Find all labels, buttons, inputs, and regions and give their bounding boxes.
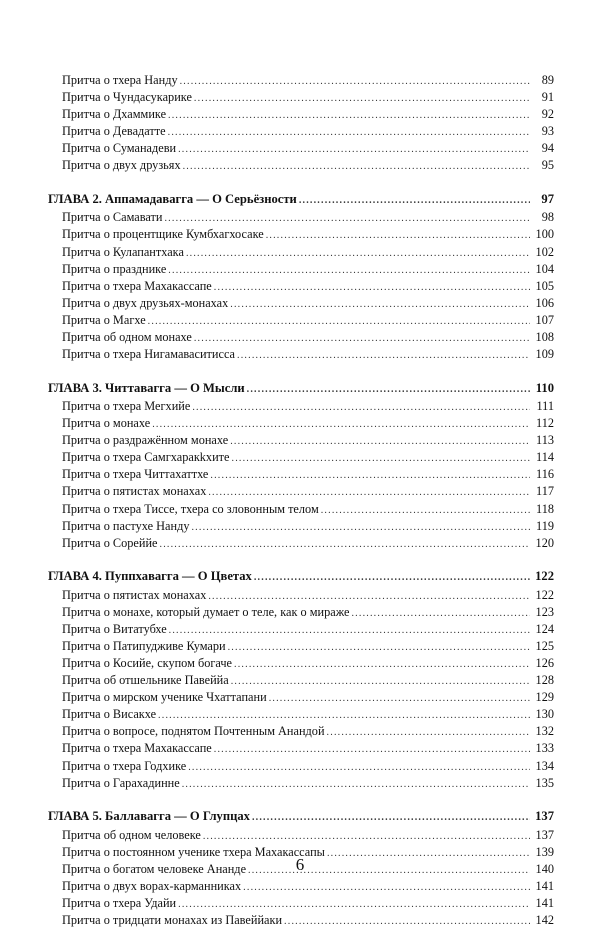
- toc-section: [48, 190, 554, 363]
- chapter-heading: [48, 190, 554, 210]
- toc-entry: [48, 398, 554, 415]
- toc-entry: [48, 483, 554, 500]
- entry-page-number: 92: [541, 107, 554, 122]
- dot-leader: [168, 262, 530, 279]
- table-of-contents: [48, 72, 554, 944]
- entry-page-number: 140: [535, 861, 554, 876]
- entry-title: Притча о Висакхе: [62, 707, 157, 722]
- entry-page-number: 122: [535, 587, 554, 602]
- entry-title: Притча о тхера Нигамаваситисса: [62, 347, 236, 362]
- toc-entry: [48, 740, 554, 757]
- toc-entry: [48, 758, 554, 775]
- toc-entry: [48, 123, 554, 140]
- entry-title: Притча об одном человеке: [62, 827, 201, 842]
- entry-title: Притча о постоянном ученике тхера Махакассапы: [62, 844, 325, 859]
- toc-entry: [48, 72, 554, 89]
- chapter-page-number: 110: [535, 380, 554, 395]
- dot-leader: [148, 313, 530, 330]
- entry-page-number: 118: [536, 501, 554, 516]
- dot-leader: [269, 690, 530, 707]
- entry-page-number: 133: [535, 741, 554, 756]
- entry-page-number: 113: [536, 433, 554, 448]
- dot-leader: [327, 724, 530, 741]
- toc-entry: [48, 449, 554, 466]
- toc-entry: [48, 827, 554, 844]
- toc-entry: [48, 518, 554, 535]
- toc-entry: [48, 261, 554, 278]
- entry-page-number: 94: [541, 141, 554, 156]
- entry-page-number: 135: [535, 775, 554, 790]
- dot-leader: [192, 399, 530, 416]
- entry-page-number: 104: [535, 261, 554, 276]
- toc-section: [48, 379, 554, 552]
- entry-page-number: 124: [535, 621, 554, 636]
- entry-title: Притча о тхера Махакассапе: [62, 278, 212, 293]
- toc-entry: [48, 244, 554, 261]
- entry-page-number: 105: [535, 278, 554, 293]
- entry-title: Притча о монахе: [62, 416, 151, 431]
- entry-title: Притча о Патипудживе Кумари: [62, 638, 226, 653]
- entry-page-number: 141: [535, 895, 554, 910]
- toc-section: [48, 567, 554, 792]
- toc-section: [48, 72, 554, 175]
- dot-leader: [191, 519, 530, 536]
- entry-title: Притча о тхера Самгхаракkхите: [62, 450, 230, 465]
- dot-leader: [214, 741, 530, 758]
- entry-page-number: 108: [535, 330, 554, 345]
- toc-entry: [48, 638, 554, 655]
- entry-page-number: 123: [535, 604, 554, 619]
- entry-title: Притча о Чундасукарике: [62, 90, 192, 105]
- toc-entry: [48, 140, 554, 157]
- entry-page-number: 142: [535, 913, 554, 928]
- dot-leader: [228, 639, 530, 656]
- entry-page-number: 129: [535, 690, 554, 705]
- entry-title: Притча о Магхе: [62, 312, 146, 327]
- entry-page-number: 102: [535, 244, 554, 259]
- entry-title: Притча о тхера Читтахаттхе: [62, 467, 209, 482]
- entry-title: Притча о Самавати: [62, 210, 163, 225]
- entry-title: Притча о тхера Мегхийе: [62, 399, 191, 413]
- entry-title: Притча о монахе, который думает о теле, как о мираже: [62, 604, 350, 619]
- dot-leader: [208, 588, 530, 605]
- toc-entry: [48, 278, 554, 295]
- dot-leader: [164, 210, 530, 227]
- entry-title: Притча о празднике: [62, 261, 167, 276]
- dot-leader: [232, 450, 531, 467]
- chapter-title: ГЛАВА 3. Читтавагга — О Мысли: [48, 380, 245, 395]
- dot-leader: [234, 656, 530, 673]
- toc-entry: [48, 878, 554, 895]
- entry-title: Притча о Девадатте: [62, 124, 166, 139]
- entry-title: Притча об одном монахе: [62, 330, 192, 345]
- dot-leader: [188, 759, 530, 776]
- entry-page-number: 107: [535, 312, 554, 327]
- dot-leader: [284, 913, 530, 930]
- toc-entry: [48, 226, 554, 243]
- dot-leader: [214, 279, 530, 296]
- page-number: 6: [295, 855, 305, 874]
- dot-leader: [208, 484, 530, 501]
- chapter-page-number: 137: [535, 809, 554, 824]
- entry-title: Притча о Витатубхе: [62, 621, 167, 636]
- toc-entry: [48, 895, 554, 912]
- dot-leader: [243, 879, 530, 896]
- dot-leader: [186, 245, 530, 262]
- entry-title: Притча о тхера Тиссе, тхера со зловонным телом: [62, 501, 319, 516]
- entry-page-number: 132: [535, 724, 554, 739]
- dot-leader: [178, 896, 530, 913]
- entry-page-number: 111: [536, 399, 554, 413]
- chapter-page-number: 122: [535, 569, 554, 584]
- toc-entry: [48, 89, 554, 106]
- chapter-title: ГЛАВА 2. Аппамадаваггa — О Серьёзности: [48, 191, 297, 206]
- entry-page-number: 109: [535, 347, 554, 362]
- dot-leader: [254, 568, 530, 588]
- dot-leader: [231, 673, 530, 690]
- dot-leader: [152, 416, 530, 433]
- chapter-heading: [48, 379, 554, 399]
- entry-title: Притча о двух ворах-карманниках: [62, 878, 242, 893]
- entry-title: Притча о тридцати монахах из Павеййаки: [62, 913, 283, 928]
- toc-entry: [48, 329, 554, 346]
- entry-title: Притча о Сореййе: [62, 535, 158, 550]
- entry-page-number: 93: [541, 124, 554, 139]
- entry-title: Притча о Кулапантхака: [62, 244, 184, 259]
- toc-entry: [48, 535, 554, 552]
- entry-title: Притча о пятистах монахах: [62, 587, 207, 602]
- toc-entry: [48, 415, 554, 432]
- dot-leader: [266, 227, 530, 244]
- chapter-heading: [48, 807, 554, 827]
- entry-title: Притча о процентщике Кумбхагхосаке: [62, 227, 264, 242]
- dot-leader: [169, 622, 530, 639]
- entry-page-number: 139: [535, 844, 554, 859]
- toc-entry: [48, 723, 554, 740]
- toc-entry: [48, 466, 554, 483]
- entry-page-number: 137: [535, 827, 554, 842]
- entry-title: Притча об отшельнике Павеййа: [62, 673, 229, 688]
- dot-leader: [178, 141, 530, 158]
- entry-page-number: 120: [535, 535, 554, 550]
- dot-leader: [168, 107, 530, 124]
- entry-page-number: 100: [535, 227, 554, 242]
- dot-leader: [230, 433, 530, 450]
- entry-page-number: 95: [541, 158, 554, 173]
- dot-leader: [182, 776, 530, 793]
- entry-page-number: 112: [536, 416, 554, 431]
- toc-entry: [48, 655, 554, 672]
- toc-entry: [48, 432, 554, 449]
- dot-leader: [168, 124, 530, 141]
- chapter-title: ГЛАВА 4. Пуппхавагга — О Цветах: [48, 569, 252, 584]
- toc-entry: [48, 312, 554, 329]
- entry-page-number: 89: [541, 73, 554, 87]
- dot-leader: [299, 191, 530, 211]
- entry-title: Притча о пастухе Нанду: [62, 518, 190, 533]
- entry-title: Притча о Дхаммике: [62, 107, 167, 122]
- entry-title: Притча о тхера Удайи: [62, 895, 177, 910]
- chapter-title: ГЛАВА 5. Баллавагга — О Глупцах: [48, 809, 250, 824]
- entry-page-number: 126: [535, 656, 554, 671]
- toc-entry: [48, 912, 554, 929]
- dot-leader: [247, 380, 530, 400]
- toc-entry: [48, 209, 554, 226]
- entry-page-number: 98: [541, 210, 554, 225]
- entry-page-number: 130: [535, 707, 554, 722]
- entry-page-number: 134: [535, 758, 554, 773]
- entry-page-number: 119: [536, 518, 554, 533]
- dot-leader: [351, 605, 530, 622]
- toc-entry: [48, 621, 554, 638]
- entry-title: Притча о Суманадеви: [62, 141, 177, 156]
- entry-title: Притча о вопросе, поднятом Почтенным Анандой: [62, 724, 325, 739]
- entry-title: Притча о тхера Махакассапе: [62, 741, 212, 756]
- dot-leader: [158, 707, 530, 724]
- dot-leader: [194, 330, 530, 347]
- toc-entry: [48, 106, 554, 123]
- entry-page-number: 125: [535, 638, 554, 653]
- dot-leader: [183, 158, 530, 175]
- toc-entry: [48, 587, 554, 604]
- entry-page-number: 141: [535, 878, 554, 893]
- toc-entry: [48, 689, 554, 706]
- dot-leader: [230, 296, 530, 313]
- entry-page-number: 91: [541, 90, 554, 105]
- toc-entry: [48, 346, 554, 363]
- dot-leader: [252, 808, 530, 828]
- entry-title: Притча о Косийе, скупом богаче: [62, 656, 233, 671]
- toc-entry: [48, 157, 554, 174]
- dot-leader: [194, 90, 530, 107]
- entry-title: Притча о тхера Нанду: [62, 73, 178, 87]
- entry-page-number: 117: [536, 484, 554, 499]
- dot-leader: [160, 536, 531, 553]
- toc-entry: [48, 604, 554, 621]
- chapter-heading: [48, 567, 554, 587]
- dot-leader: [321, 502, 530, 519]
- entry-title: Притча о Гарахадинне: [62, 775, 180, 790]
- entry-title: Притча о богатом человеке Ананде: [62, 861, 247, 876]
- dot-leader: [210, 467, 530, 484]
- entry-title: Притча о пятистах монахах: [62, 484, 207, 499]
- entry-title: Притча о двух друзьях: [62, 158, 181, 173]
- toc-entry: [48, 501, 554, 518]
- entry-page-number: 114: [536, 450, 554, 465]
- entry-title: Притча о мирском ученике Чхаттапани: [62, 690, 267, 705]
- toc-entry: [48, 706, 554, 723]
- entry-page-number: 116: [536, 467, 554, 482]
- entry-page-number: 106: [535, 295, 554, 310]
- dot-leader: [237, 347, 530, 364]
- dot-leader: [203, 828, 530, 845]
- chapter-page-number: 97: [541, 191, 554, 206]
- entry-page-number: 128: [535, 673, 554, 688]
- dot-leader: [180, 73, 530, 90]
- toc-entry: [48, 672, 554, 689]
- entry-title: Притча о двух друзьях-монахах: [62, 295, 229, 310]
- toc-entry: [48, 775, 554, 792]
- entry-title: Притча о раздражённом монахе: [62, 433, 229, 448]
- entry-title: Притча о тхера Годхике: [62, 758, 187, 773]
- toc-entry: [48, 295, 554, 312]
